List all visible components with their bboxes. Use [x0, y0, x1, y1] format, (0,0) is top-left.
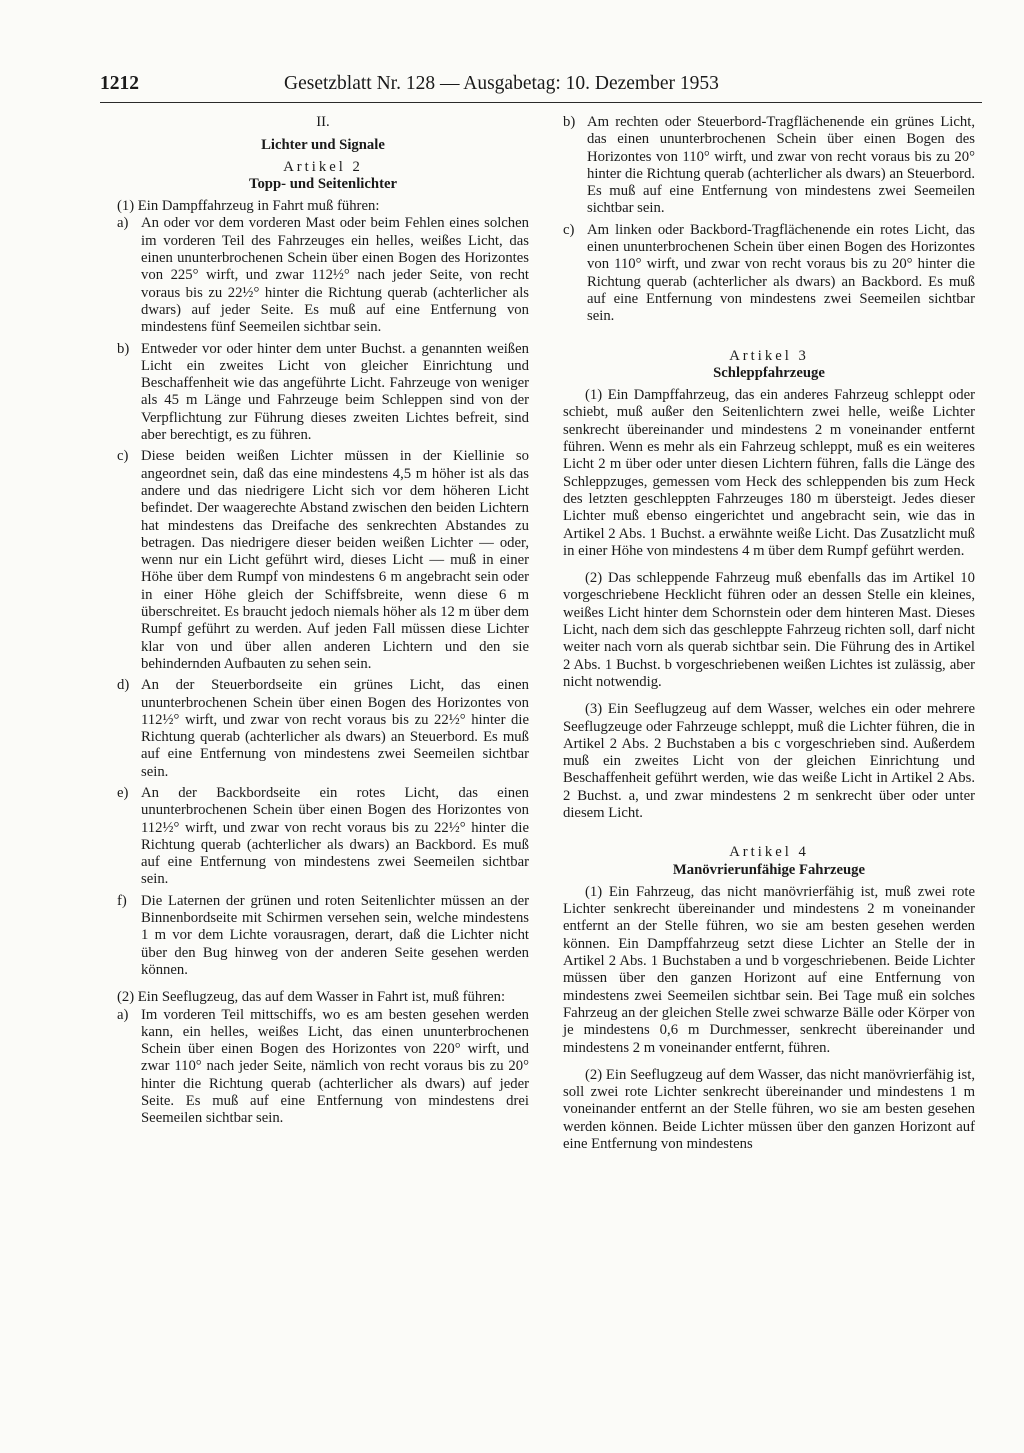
- header-rule: [100, 102, 982, 103]
- page-number: 1212: [100, 73, 139, 94]
- item-text: An oder vor dem vorderen Mast oder beim Fehlen eines solchen im vorderen Teil des Fahrzeuges ein helles, weißes Licht, das einen ununterbrochenen Schein über einen Bogen des Horizontes von 225° wirft, und zwar 112½° nach jeder Seite, von recht voraus bis zu 22½° hinter die Richtung querab (achterlicher als dwars) auf jeder Seite. Es muß auf eine Entfernung von mindestens fünf Seemeilen sichtbar sein.: [141, 215, 529, 336]
- item-text: Entweder vor oder hinter dem unter Buchst. a genannten weißen Licht ein zweites Licht von gleicher Einrichtung und Beschaffenheit wie das angeführte Licht. Fahrzeuge von weniger als 45 m Länge und Fahrzeuge beim Schleppen sind von der Verpflichtung zur Führung dieses zweiten Lichtes befreit, sind aber berechtigt, es zu führen.: [141, 340, 529, 444]
- item-label: a): [117, 1006, 129, 1023]
- item-text: An der Steuerbordseite ein grünes Licht, das einen ununterbrochenen Schein über einen Bogen des Horizontes von 112½° wirft, und zwar von recht voraus bis zu 22½° hinter die Richtung querab (achterlicher als dwars) an Steuerbord. Es muß auf eine Entfernung von mindestens zwei Seemeilen sichtbar sein.: [141, 677, 529, 780]
- article-4-title: Manövrierunfähige Fahrzeuge: [672, 861, 866, 878]
- paragraph-1-intro: (1) Ein Dampffahrzeug in Fahrt muß führen:: [117, 198, 380, 215]
- item-label: e): [117, 784, 129, 801]
- item-label: b): [117, 340, 130, 357]
- item-label: a): [117, 215, 129, 232]
- item-label: c): [117, 448, 129, 465]
- list-item: [117, 893, 529, 979]
- article-4-paragraph-1: (1) Ein Fahrzeug, das nicht manövrierfähig ist, muß zwei rote Lichter senkrecht übereinander und mindestens 2 m voneinander entfernt an der Stelle führen, wo sie am besten gesehen werden können. Ein Dampffahrzeug setzt diese Lichter an Stelle der in Artikel 2 Abs. 1 Buchstaben a und b vorgeschriebenen. Beide Lichter müssen über den ganzen Horizont auf eine Entfernung von mindestens zwei Seemeilen sichtbar sein. Bei Tage muß ein solches Fahrzeug an der gleichen Stelle zwei schwarze Bälle oder Körper von je mindestens 0,6 m Durchmesser, senkrecht übereinander und mindestens 2 m voneinander entfernt, führen.: [563, 883, 975, 1056]
- article-4-paragraph-2: (2) Ein Seeflugzeug auf dem Wasser, das nicht manövrierfähig ist, soll zwei rote Lichter senkrecht übereinander und mindestens 1 m voneinander entfernt an der Stelle führen, wo sie am besten gesehen werden können. Beide Lichter müssen über den ganzen Horizont auf eine Entfernung von mindestens: [563, 1066, 975, 1153]
- right-column: [563, 114, 975, 1153]
- item-label: b): [563, 114, 576, 130]
- article-2-title: Topp- und Seitenlichter: [249, 175, 397, 192]
- list-item: [117, 677, 529, 781]
- article-3-paragraph-3: (3) Ein Seeflugzeug auf dem Wasser, welches ein oder mehrere Seeflugzeuge oder Fahrzeuge schleppt, muß die Lichter führen, die in Artikel 2 Abs. 2 Buchstaben a bis c vorgeschrieben sind. Außerdem muß ein zweites Licht von der gleichen Einrichtung und Beschaffenheit geführt werden, wie das weiße Licht in Artikel 2 Abs. 2 Buchst. a, und zwar mindestens 2 m senkrecht über oder unter diesem Licht.: [563, 701, 975, 821]
- item-text: Im vorderen Teil mittschiffs, wo es am besten gesehen werden kann, ein helles, weißes Licht, das einen ununterbrochenen Schein über einen Bogen des Horizontes von 220° wirft, und zwar 110° nach jeder Seite, nämlich von recht voraus bis zu 20° hinter die Richtung querab (achterlicher als dwars) auf jeder Seite. Es muß auf eine Entfernung von mindestens drei Seemeilen sichtbar sein.: [141, 1006, 529, 1127]
- article-3-paragraph-2: (2) Das schleppende Fahrzeug muß ebenfalls das im Artikel 10 vorgeschriebene Hecklicht führen oder an dessen Stelle ein kleines, weißes Licht hinter dem Schornstein oder dem hinteren Mast. Dieses Licht, nach dem sich das geschleppte Fahrzeug richten soll, darf nicht weiter nach vorn als querab sichtbar sein. Die Führung des in Artikel 2 Abs. 1 Buchst. b vorgeschriebenen weißen Lichtes ist zulässig, aber nicht notwendig.: [563, 570, 975, 690]
- section-title: Lichter und Signale: [261, 137, 385, 154]
- item-text: Diese beiden weißen Lichter müssen in der Kiellinie so angeordnet sein, daß das eine mindestens 4,5 m höher ist als das andere und das niedrigere Licht sich vor dem höheren Licht befindet. Der waagerechte Abstand zwischen den beiden Lichtern hat mindestens das Dreifache des senkrechten Abstandes zu betragen. Das niedrigere dieser beiden weißen Lichter — oder, wenn nur ein Licht geführt wird, dieses Licht — muß in einer Höhe über dem Rumpf von mindestens 6 m angebracht sein oder in einer Höhe gleich der Schiffsbreite, wenn diese 6 m überschreitet. Es braucht jedoch niemals höher als 12 m über dem Rumpf geführt zu werden. Auf jeden Fall müssen diese Lichter klar von und über allen anderen Lichtern und den sie behindernden Aufbauten zu sehen sein.: [141, 448, 529, 672]
- item-text: Die Laternen der grünen und roten Seitenlichter müssen an der Binnenbordseite mit Schirmen versehen sein, welche mindestens 1 m vor dem Lichte vorausragen, derart, daß die Lichter nicht über den Bug hinweg von der anderen Seite gesehen werden können.: [141, 892, 529, 978]
- article-3-label: Artikel 3: [729, 347, 809, 364]
- article-2-label: Artikel 2: [283, 158, 363, 175]
- list-item: [117, 341, 529, 445]
- running-header: Gesetzblatt Nr. 128 — Ausgabetag: 10. Dezember 1953: [284, 73, 719, 94]
- item-label: d): [117, 677, 130, 694]
- list-item: [563, 114, 975, 218]
- item-label: f): [117, 892, 127, 909]
- list-item: [117, 1007, 529, 1128]
- section-number: II.: [316, 114, 330, 130]
- item-text: Am linken oder Backbord-Tragflächenende ein rotes Licht, das einen ununterbrochenen Schein über einen Bogen des Horizontes von 110° wirft, und zwar von recht voraus bis zu 20° hinter die Richtung querab (achterlicher als dwars) an Backbord. Es muß auf eine Entfernung von mindestens zwei Seemeilen sichtbar sein.: [587, 221, 975, 325]
- item-text: An der Backbordseite ein rotes Licht, das einen ununterbrochenen Schein über einen Bogen des Horizontes von 112½° wirft, und zwar von recht voraus bis zu 22½° hinter die Richtung querab (achterlicher als dwars) an Backbord. Es muß auf eine Entfernung von mindestens zwei Seemeilen sichtbar sein.: [141, 784, 529, 888]
- list-item: [117, 448, 529, 673]
- paragraph-2-intro: (2) Ein Seeflugzeug, das auf dem Wasser in Fahrt ist, muß führen:: [117, 989, 506, 1006]
- left-column: [117, 114, 529, 1128]
- list-item: [117, 215, 529, 336]
- article-3-title: Schleppfahrzeuge: [713, 364, 825, 381]
- item-label: c): [563, 221, 575, 238]
- list-item: [563, 222, 975, 326]
- article-3-paragraph-1: (1) Ein Dampffahrzeug, das ein anderes Fahrzeug schleppt oder schiebt, muß außer den Seitenlichtern zwei helle, weiße Lichter senkrecht übereinander und mindestens 2 m voneinander entfernt führen. Wenn es mehr als ein Fahrzeug schleppt, muß es ein weiteres Licht 2 m über oder unter diesen Lichtern führen, falls die Länge des Schleppzuges, gemessen vom Heck des schleppenden bis zum Heck des letzten geschleppten Fahrzeuges 180 m übersteigt. Jedes dieser Lichter muß ebenso eingerichtet und angebracht sein, wie das in Artikel 2 Abs. 1 Buchst. a erwähnte weiße Licht. Das Zusatzlicht muß in einer Höhe von mindestens 4 m über dem Rumpf geführt werden.: [563, 387, 975, 559]
- list-item: [117, 785, 529, 889]
- article-4-label: Artikel 4: [729, 844, 809, 861]
- item-text: Am rechten oder Steuerbord-Tragflächenende ein grünes Licht, das einen ununterbrochenen Schein über einen Bogen des Horizontes von 110° wirft, und zwar von recht voraus bis zu 20° hinter die Richtung querab (achterlicher als dwars) an Steuerbord. Es muß auf eine Entfernung von mindestens zwei Seemeilen sichtbar sein.: [587, 114, 975, 217]
